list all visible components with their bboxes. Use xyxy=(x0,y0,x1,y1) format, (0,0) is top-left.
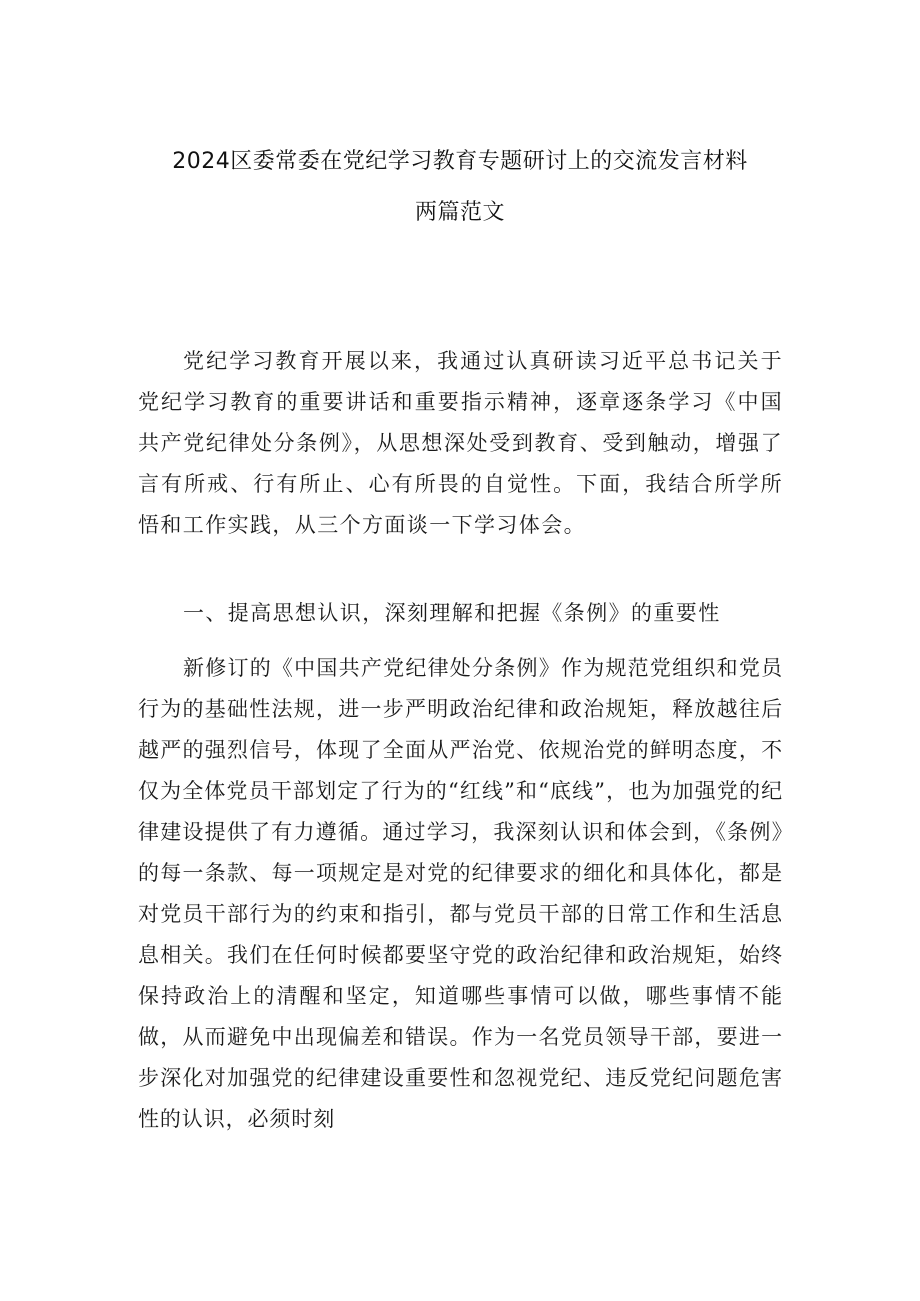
section-1-paragraph: 新修订的《中国共产党纪律处分条例》作为规范党组织和党员行为的基础性法规，进一步严明政治纪律和政治规矩，释放越往后越严的强烈信号，体现了全面从严治党、依规治党的鲜明态度，不仅为全体党员干部划定了行为的“红线”和“底线”，也为加强党的纪律建设提供了有力遵循。通过学习，我深刻认识和体会到，《条例》的每一条款、每一项规定是对党的纪律要求的细化和具体化，都是对党员干部行为的约束和指引，都与党员干部的日常工作和生活息息相关。我们在任何时候都要坚守党的政治纪律和政治规矩，始终保持政治上的清醒和坚定，知道哪些事情可以做，哪些事情不能做，从而避免中出现偏差和错误。作为一名党员领导干部，要进一步深化对加强党的纪律建设重要性和忽视党纪、违反党纪问题危害性的认识，必须时刻 xyxy=(138,656,783,1131)
section-heading-1: 一、提高思想认识，深刻理解和把握《条例》的重要性 xyxy=(183,601,721,625)
intro-paragraph: 党纪学习教育开展以来，我通过认真研读习近平总书记关于党纪学习教育的重要讲话和重要指示精神，逐章逐条学习《中国共产党纪律处分条例》，从思想深处受到教育、受到触动，增强了言有所戒、行有所止、心有所畏的自觉性。下面，我结合所学所悟和工作实践，从三个方面谈一下学习体会。 xyxy=(138,349,783,537)
document-title-line2: 两篇范文 xyxy=(414,200,505,225)
document-title-line1: 2024区委常委在党纪学习教育专题研讨上的交流发言材料 xyxy=(172,149,748,174)
